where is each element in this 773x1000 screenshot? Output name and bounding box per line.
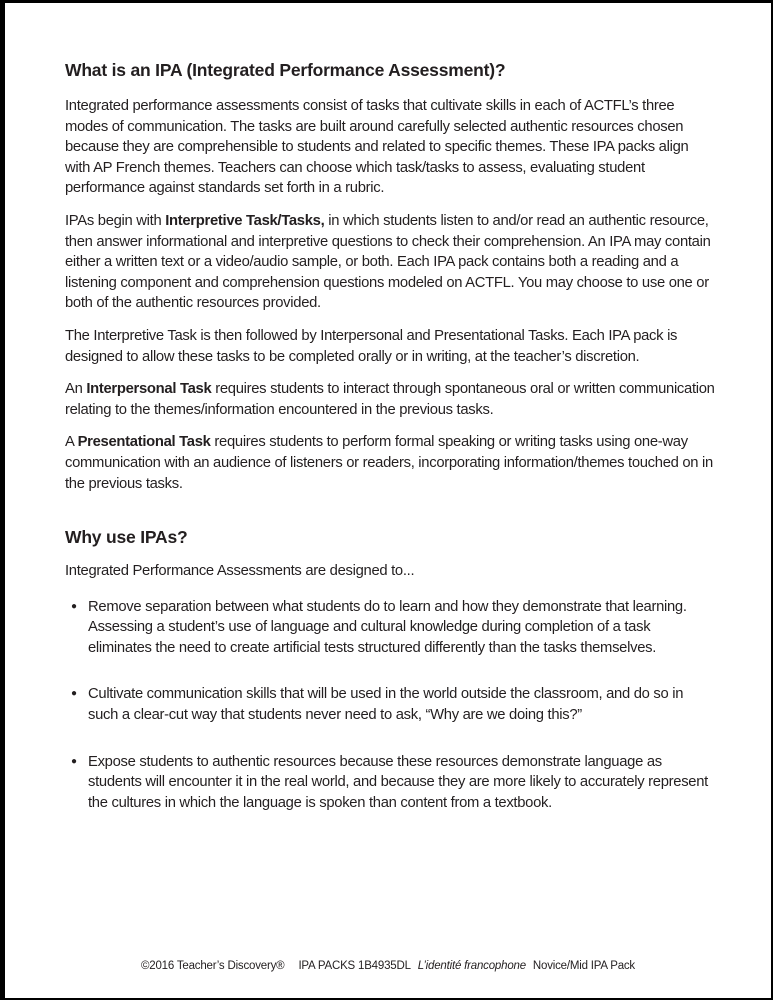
list-item — [71, 752, 715, 814]
heading-why-use-ipas: Why use IPAs? — [65, 527, 188, 548]
paragraph-text: IPAs begin with — [65, 212, 166, 229]
benefits-list — [65, 597, 715, 814]
paragraph-text: in which students listen to and/or read an authentic resource, then answer informational and interpretive questions to check their comprehension. An IPA may contain either a written text or a video/audio sample, or both. Each IPA pack contains both a reading and a listening component and comprehension questions modeled on ACTFL. You may choose to use one or both of the authentic resources provided. — [65, 212, 711, 312]
footer-pack-level: Novice/Mid IPA Pack — [532, 960, 635, 972]
bold-phrase-interpretive-task: Interpretive Task/Tasks, — [165, 212, 325, 229]
footer-product-code: IPA PACKS 1B4935DL — [298, 960, 411, 972]
paragraph-interpretive-task — [65, 211, 715, 314]
paragraph-presentational-task — [65, 432, 715, 494]
section-why-use-ipas — [65, 526, 715, 813]
bullet-icon: ● — [71, 755, 77, 767]
paragraph-why-intro: Integrated Performance Assessments are designed to... — [65, 563, 415, 580]
bold-phrase-presentational-task: Presentational Task — [77, 434, 211, 451]
paragraph-text: requires students to perform formal speaking or writing tasks using one-way communication with an audience of listeners or readers, incorporating information/themes touched on in the previous tasks. — [65, 434, 713, 492]
footer-pack-title: L’identité francophone — [417, 960, 526, 972]
paragraph-text: Integrated performance assessments consist of tasks that cultivate skills in each of ACTFL’s three modes of communication. The tasks are built around carefully selected authentic resources chosen because they are comprehensible to students and related to specific themes. These IPA packs align with AP French themes. Teachers can choose which task/tasks to assess, evaluating student performance against standards set forth in a rubric. — [65, 98, 689, 197]
page-footer — [5, 960, 771, 972]
list-item-text: Expose students to authentic resources because these resources demonstrate language as students will encounter it in the real world, and because they are more likely to accurately represent the cultures in which the language is spoken than content from a textbook. — [88, 753, 708, 811]
page-content — [5, 3, 771, 813]
paragraph-text: An — [65, 381, 87, 398]
list-item-text: Remove separation between what students do to learn and how they demonstrate that learning. Assessing a student’s use of language and cultural knowledge during completion of a task eliminates the need to create artificial tests structured differently than the tasks themselves. — [88, 598, 687, 656]
list-item-text: Cultivate communication skills that will be used in the world outside the classroom, and do so in such a clear-cut way that students never need to ask, “Why are we doing this?” — [88, 686, 684, 724]
list-item — [71, 597, 715, 659]
heading-what-is-ipa: What is an IPA (Integrated Performance Assessment)? — [65, 60, 506, 80]
bullet-icon: ● — [71, 600, 77, 612]
bullet-icon: ● — [71, 688, 77, 700]
paragraph-ipa-overview — [65, 96, 715, 199]
paragraph-task-sequence — [65, 326, 715, 367]
paragraph-text: requires students to interact through spontaneous oral or written communication relating to the themes/information encountered in the previous tasks. — [65, 381, 715, 418]
section-what-is-ipa — [65, 59, 715, 494]
paragraph-interpersonal-task — [65, 379, 715, 420]
list-item — [71, 684, 715, 725]
bold-phrase-interpersonal-task: Interpersonal Task — [86, 381, 212, 398]
footer-copyright: ©2016 Teacher’s Discovery® — [141, 960, 285, 972]
paragraph-text: The Interpretive Task is then followed by Interpersonal and Presentational Tasks. Each IPA pack is designed to allow these tasks to be completed orally or in writing, at the teacher’s discretion. — [65, 327, 678, 365]
paragraph-text: A — [65, 434, 78, 451]
